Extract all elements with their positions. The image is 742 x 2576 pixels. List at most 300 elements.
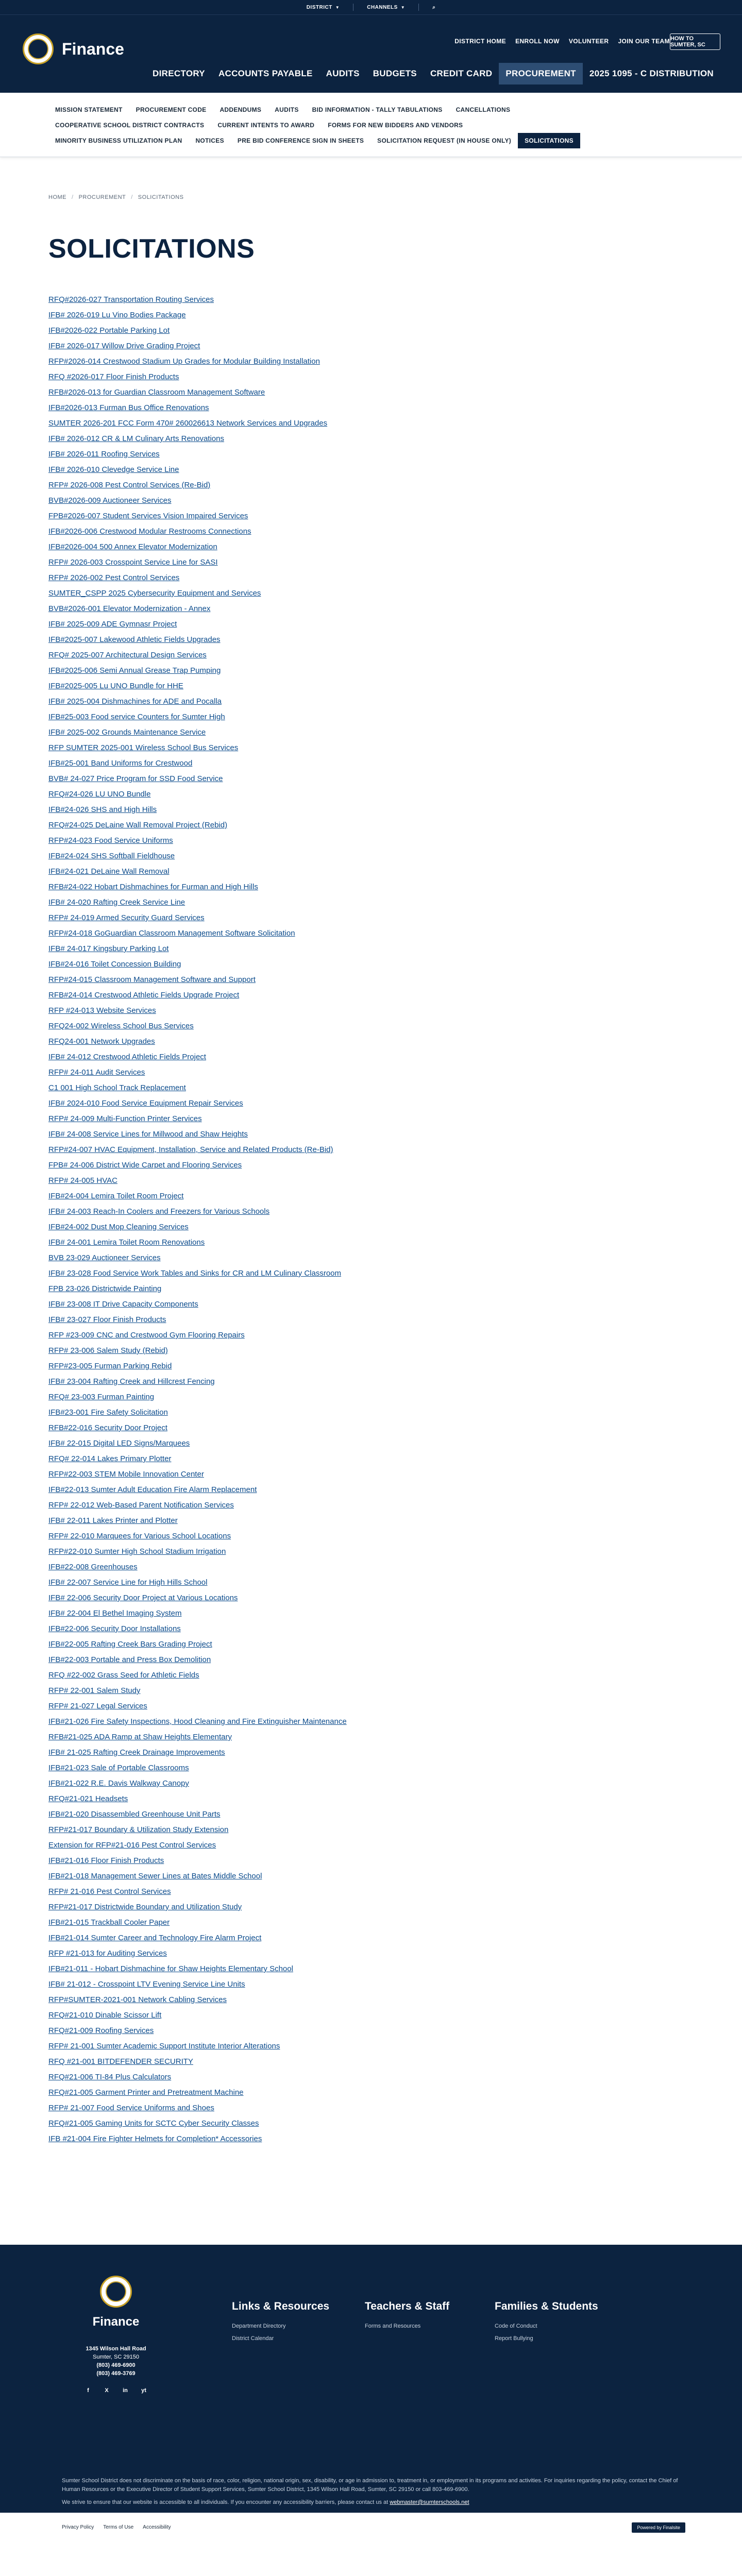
subnav-forms-new-bidders[interactable]: FORMS FOR NEW BIDDERS AND VENDORS xyxy=(328,122,463,129)
list-item xyxy=(48,1884,742,1900)
list-item xyxy=(48,617,742,632)
channels-menu[interactable]: CHANNELS ▼ xyxy=(367,4,406,10)
divider xyxy=(418,4,419,11)
list-item xyxy=(48,833,742,849)
breadcrumb-home[interactable]: HOME xyxy=(48,194,66,200)
site-logo[interactable] xyxy=(23,33,124,64)
nondiscrimination-notice: Sumter School District does not discriminate on the basis of race, color, religion, national origin, sex, disability, or age in admission to, treatment in, or employment in its programs and activities. For inquiries regarding the policy, contact the Chief of Human Resources or the Executive Director of Student Support Services, Sumter School District, 1345 Wilson Hall Road, Sumter, SC 29150 or call 803-469-6900. xyxy=(62,2478,678,2493)
list-item xyxy=(48,1003,742,1019)
list-item xyxy=(48,462,742,478)
solicitation-link[interactable]: IFB# 23-008 IT Drive Capacity Components xyxy=(48,1300,198,1309)
solicitation-link[interactable]: RFQ#21-010 Dinable Scissor Lift xyxy=(48,2011,162,2020)
list-item xyxy=(48,1946,742,1961)
solicitation-link[interactable]: FPB# 24-006 District Wide Carpet and Flooring Services xyxy=(48,1161,242,1170)
solicitation-link[interactable]: IFB#2026-013 Furman Bus Office Renovations xyxy=(48,403,209,412)
solicitation-link[interactable]: RFP#24-023 Food Service Uniforms xyxy=(48,836,173,845)
list-item xyxy=(48,694,742,709)
breadcrumb-current: SOLICITATIONS xyxy=(138,194,184,200)
subnav-audits[interactable]: AUDITS xyxy=(275,106,299,113)
site-header xyxy=(0,14,742,93)
solicitation-link[interactable]: RFQ#21-005 Gaming Units for SCTC Cyber Security Classes xyxy=(48,2119,259,2128)
solicitation-link[interactable]: C1 001 High School Track Replacement xyxy=(48,1083,186,1092)
list-item xyxy=(48,400,742,416)
accessibility-link[interactable]: Accessibility xyxy=(143,2524,171,2530)
list-item xyxy=(48,1621,742,1637)
solicitation-link[interactable]: RFP# 2026-008 Pest Control Services (Re-Bid) xyxy=(48,481,211,489)
solicitation-link[interactable]: RFP#22-003 STEM Mobile Innovation Center xyxy=(48,1470,204,1479)
solicitation-link[interactable]: RFP# 24-019 Armed Security Guard Services xyxy=(48,913,205,922)
list-item xyxy=(48,1637,742,1652)
footer-title: Finance xyxy=(92,2315,140,2329)
footer-families-students xyxy=(495,2300,618,2348)
solicitation-link[interactable]: RFQ#24-026 LU UNO Bundle xyxy=(48,790,151,799)
list-item xyxy=(48,509,742,524)
solicitation-link[interactable]: SUMTER 2026-201 FCC Form 470# 260026613 Network Services and Upgrades xyxy=(48,419,328,428)
solicitation-link[interactable]: IFB# 21-012 - Crosspoint LTV Evening Service Line Units xyxy=(48,1980,245,1989)
footer-brand xyxy=(62,2276,170,2396)
solicitation-link[interactable]: IFB# 2025-002 Grounds Maintenance Service xyxy=(48,728,206,737)
list-item xyxy=(48,756,742,771)
search-icon[interactable]: ⌕ xyxy=(432,4,436,10)
solicitation-link[interactable]: IFB# 2025-004 Dishmachines for ADE and Pocalla xyxy=(48,697,222,706)
list-item xyxy=(48,570,742,586)
subnav-cooperative-contracts[interactable]: COOPERATIVE SCHOOL DISTRICT CONTRACTS xyxy=(55,122,205,129)
solicitation-link[interactable]: IFB#23-001 Fire Safety Solicitation xyxy=(48,1408,168,1417)
solicitation-link[interactable]: IFB# 23-028 Food Service Work Tables and Sinks for CR and LM Culinary Classroom xyxy=(48,1269,342,1278)
nav-1095c-distribution[interactable]: 2025 1095 - C DISTRIBUTION xyxy=(589,69,714,78)
solicitation-link[interactable]: FPB 23-026 Districtwide Painting xyxy=(48,1284,162,1293)
list-item xyxy=(48,1869,742,1884)
solicitation-link[interactable]: IFB#21-020 Disassembled Greenhouse Unit Parts xyxy=(48,1810,221,1819)
list-item xyxy=(48,1374,742,1389)
district-home-link[interactable]: DISTRICT HOME xyxy=(454,38,507,45)
solicitation-link[interactable]: IFB# 2026-012 CR & LM Culinary Arts Renovations xyxy=(48,434,224,443)
solicitation-link[interactable]: RFP# 21-001 Sumter Academic Support Institute Interior Alterations xyxy=(48,2042,280,2050)
subnav-notices[interactable]: NOTICES xyxy=(195,137,224,144)
list-item xyxy=(48,478,742,493)
chevron-down-icon: ▼ xyxy=(335,5,340,10)
solicitation-link[interactable]: IFB#22-013 Sumter Adult Education Fire Alarm Replacement xyxy=(48,1485,257,1494)
solicitation-link[interactable]: IFB# 24-003 Reach-In Coolers and Freezers for Various Schools xyxy=(48,1207,270,1216)
district-seal-icon xyxy=(23,33,54,64)
page-title: SOLICITATIONS xyxy=(48,234,255,264)
breadcrumb xyxy=(48,194,742,200)
solicitation-link[interactable]: RFQ #21-001 BITDEFENDER SECURITY xyxy=(48,2057,193,2066)
subnav-row xyxy=(48,133,694,148)
solicitation-link[interactable]: RFP# 24-009 Multi-Function Printer Services xyxy=(48,1114,202,1123)
utility-links xyxy=(454,38,670,45)
list-item xyxy=(48,2008,742,2023)
solicitation-link[interactable]: IFB#22-003 Portable and Press Box Demolition xyxy=(48,1655,211,1664)
solicitation-link[interactable]: IFB#21-011 - Hobart Dishmachine for Shaw Heights Elementary School xyxy=(48,1964,293,1973)
list-item xyxy=(48,1745,742,1760)
list-item xyxy=(48,493,742,509)
solicitation-link[interactable]: RFP# 22-001 Salem Study xyxy=(48,1686,141,1695)
solicitation-link[interactable]: IFB# 22-004 El Bethel Imaging System xyxy=(48,1609,182,1618)
top-utility-bar xyxy=(0,0,742,14)
solicitation-link[interactable]: RFQ#21-009 Roofing Services xyxy=(48,2026,154,2035)
section-subnav xyxy=(0,93,742,157)
list-item xyxy=(48,539,742,555)
solicitation-link[interactable]: IFB#2026-022 Portable Parking Lot xyxy=(48,326,170,335)
list-item xyxy=(48,1343,742,1359)
list-item xyxy=(48,1235,742,1250)
list-item xyxy=(48,1760,742,1776)
list-item xyxy=(48,895,742,910)
solicitation-link[interactable]: IFB#2026-006 Crestwood Modular Restrooms Connections xyxy=(48,527,251,536)
list-item xyxy=(48,879,742,895)
nav-directory[interactable]: DIRECTORY xyxy=(153,69,205,78)
list-item xyxy=(48,1977,742,1992)
footer-links-resources xyxy=(232,2300,356,2348)
list-item xyxy=(48,1312,742,1328)
solicitation-link[interactable]: RFB#21-025 ADA Ramp at Shaw Heights Elementary xyxy=(48,1733,232,1741)
list-item xyxy=(48,1389,742,1405)
footer-fax: (803) 469-3769 xyxy=(96,2370,136,2377)
solicitation-link[interactable]: IFB# 2026-011 Roofing Services xyxy=(48,450,160,459)
footer-address: 1345 Wilson Hall Road Sumter, SC 29150 (803) 469-6900 (803) 469-3769 xyxy=(62,2345,170,2378)
solicitation-link[interactable]: RFP#SUMTER-2021-001 Network Cabling Services xyxy=(48,1995,227,2004)
terms-of-use-link[interactable]: Terms of Use xyxy=(103,2524,134,2530)
solicitation-link[interactable]: IFB# 22-006 Security Door Project at Various Locations xyxy=(48,1594,238,1602)
footer-phone[interactable]: (803) 469-6900 xyxy=(96,2362,136,2368)
list-item xyxy=(48,1482,742,1498)
solicitation-link[interactable]: IFB# 22-015 Digital LED Signs/Marquees xyxy=(48,1439,190,1448)
solicitation-link[interactable]: IFB#25-001 Band Uniforms for Crestwood xyxy=(48,759,193,768)
solicitation-link[interactable]: IFB# 24-001 Lemira Toilet Room Renovations xyxy=(48,1238,205,1247)
list-item xyxy=(48,354,742,369)
solicitation-link[interactable]: BVB#2026-001 Elevator Modernization - Annex xyxy=(48,604,211,613)
solicitation-link[interactable]: RFP# 21-016 Pest Control Services xyxy=(48,1887,171,1896)
solicitation-link[interactable]: BVB 23-029 Auctioneer Services xyxy=(48,1253,161,1262)
solicitation-link[interactable]: RFP# 21-027 Legal Services xyxy=(48,1702,147,1710)
list-item xyxy=(48,849,742,864)
solicitation-link[interactable]: IFB#21-022 R.E. Davis Walkway Canopy xyxy=(48,1779,189,1788)
solicitation-link[interactable]: IFB#21-026 Fire Safety Inspections, Hood Cleaning and Fire Extinguisher Maintenance xyxy=(48,1717,347,1726)
breadcrumb-separator: / xyxy=(131,194,133,200)
solicitation-link[interactable]: IFB# 2026-010 Clevedge Service Line xyxy=(48,465,179,474)
list-item xyxy=(48,1652,742,1668)
solicitation-link[interactable]: IFB# 24-017 Kingsbury Parking Lot xyxy=(48,944,169,953)
solicitation-link[interactable]: RFP #23-009 CNC and Crestwood Gym Flooring Repairs xyxy=(48,1331,245,1340)
solicitation-link[interactable]: IFB# 2024-010 Food Service Equipment Repair Services xyxy=(48,1099,243,1108)
solicitation-link[interactable]: IFB# 2026-019 Lu Vino Bodies Package xyxy=(48,311,186,319)
x-twitter-icon[interactable]: X xyxy=(105,2387,109,2394)
solicitation-link[interactable]: IFB#2025-006 Semi Annual Grease Trap Pumping xyxy=(48,666,221,675)
list-item xyxy=(48,1420,742,1436)
district-seal-icon[interactable] xyxy=(100,2276,132,2308)
solicitation-link[interactable]: RFQ# 22-014 Lakes Primary Plotter xyxy=(48,1454,172,1463)
site-title: Finance xyxy=(62,39,124,58)
solicitation-link[interactable]: RFP# 2026-003 Crosspoint Service Line for SASI xyxy=(48,558,218,567)
solicitation-link[interactable]: IFB#21-015 Trackball Cooler Paper xyxy=(48,1918,170,1927)
join-our-team-link[interactable]: JOIN OUR TEAM xyxy=(618,38,670,45)
solicitation-link[interactable]: RFP #24-013 Website Services xyxy=(48,1006,156,1015)
footer-teachers-staff xyxy=(365,2300,488,2335)
solicitations-list xyxy=(48,292,742,2147)
list-item xyxy=(48,369,742,385)
solicitation-link[interactable]: RFP SUMTER 2025-001 Wireless School Bus Services xyxy=(48,743,239,752)
solicitation-link[interactable]: RFP#24-018 GoGuardian Classroom Management Software Solicitation xyxy=(48,929,295,938)
list-item xyxy=(48,1776,742,1791)
solicitation-link[interactable]: IFB#21-016 Floor Finish Products xyxy=(48,1856,164,1865)
list-item xyxy=(48,1080,742,1096)
solicitation-link[interactable]: BVB# 24-027 Price Program for SSD Food Service xyxy=(48,774,223,783)
list-item xyxy=(48,524,742,539)
footer-col-heading: Families & Students xyxy=(495,2300,598,2312)
list-item xyxy=(48,1111,742,1127)
solicitation-link[interactable]: RFB#2026-013 for Guardian Classroom Management Software xyxy=(48,388,265,397)
solicitation-link[interactable]: IFB#22-006 Security Door Installations xyxy=(48,1624,181,1633)
solicitation-link[interactable]: RFP# 22-012 Web-Based Parent Notification Services xyxy=(48,1501,234,1510)
footer-link-code-of-conduct[interactable]: Code of Conduct xyxy=(495,2323,537,2329)
nav-credit-card[interactable]: CREDIT CARD xyxy=(430,69,493,78)
list-item xyxy=(48,1096,742,1111)
subnav-intents-to-award[interactable]: CURRENT INTENTS TO AWARD xyxy=(217,122,315,129)
solicitation-link[interactable]: RFQ#24-025 DeLaine Wall Removal Project (Rebid) xyxy=(48,821,228,829)
footer-link-forms-resources[interactable]: Forms and Resources xyxy=(365,2323,421,2329)
nav-accounts-payable[interactable]: ACCOUNTS PAYABLE xyxy=(218,69,313,78)
list-item xyxy=(48,725,742,740)
solicitation-link[interactable]: FPB#2026-007 Student Services Vision Impaired Services xyxy=(48,512,248,520)
list-item xyxy=(48,1219,742,1235)
solicitation-link[interactable]: RFP# 21-007 Food Service Uniforms and Shoes xyxy=(48,2104,214,2112)
list-item xyxy=(48,2039,742,2054)
subnav-cancellations[interactable]: CANCELLATIONS xyxy=(456,106,511,113)
list-item xyxy=(48,679,742,694)
list-item xyxy=(48,1034,742,1049)
solicitation-link[interactable]: RFQ #2026-017 Floor Finish Products xyxy=(48,372,179,381)
solicitation-link[interactable]: IFB# 24-008 Service Lines for Millwood and Shaw Heights xyxy=(48,1130,248,1139)
solicitation-link[interactable]: RFQ#21-021 Headsets xyxy=(48,1794,128,1803)
solicitation-link[interactable]: RFB#24-022 Hobart Dishmachines for Furman and High Hills xyxy=(48,883,258,891)
list-item xyxy=(48,431,742,447)
list-item xyxy=(48,447,742,462)
main-nav xyxy=(146,63,720,84)
solicitation-link[interactable]: IFB#25-003 Food service Counters for Sumter High xyxy=(48,713,225,721)
solicitation-link[interactable]: SUMTER_CSPP 2025 Cybersecurity Equipment and Services xyxy=(48,589,261,598)
webmaster-email-link[interactable]: webmaster@sumterschools.net xyxy=(390,2499,469,2505)
list-item xyxy=(48,663,742,679)
list-item xyxy=(48,1204,742,1219)
list-item xyxy=(48,555,742,570)
list-item xyxy=(48,910,742,926)
list-item xyxy=(48,1065,742,1080)
list-item xyxy=(48,1791,742,1807)
list-item xyxy=(48,1281,742,1297)
linkedin-icon[interactable]: in xyxy=(123,2387,128,2394)
list-item xyxy=(48,1853,742,1869)
solicitation-link[interactable]: IFB# 23-004 Rafting Creek and Hillcrest Fencing xyxy=(48,1377,215,1386)
list-item xyxy=(48,1822,742,1838)
solicitation-link[interactable]: RFP#23-005 Furman Parking Rebid xyxy=(48,1362,172,1370)
solicitation-link[interactable]: RFP #21-013 for Auditing Services xyxy=(48,1949,167,1958)
nav-audits[interactable]: AUDITS xyxy=(326,69,360,78)
list-item xyxy=(48,2070,742,2085)
solicitation-link[interactable]: RFQ #22-002 Grass Seed for Athletic Fields xyxy=(48,1671,199,1680)
list-item xyxy=(48,1019,742,1034)
solicitation-link[interactable]: RFQ#2026-027 Transportation Routing Services xyxy=(48,295,214,304)
list-item xyxy=(48,2054,742,2070)
list-item xyxy=(48,1992,742,2008)
accessibility-notice: We strive to ensure that our website is accessible to all individuals. If you encounter any accessibility barriers, please contact us at webmaster@sumterschools.net xyxy=(62,2499,469,2505)
subnav-pre-bid-sign-in[interactable]: PRE BID CONFERENCE SIGN IN SHEETS xyxy=(237,137,364,144)
list-item xyxy=(48,2131,742,2147)
subnav-mission-statement[interactable]: MISSION STATEMENT xyxy=(55,106,123,113)
powered-by-badge[interactable]: Powered by Finalsite xyxy=(632,2522,685,2533)
list-item xyxy=(48,1544,742,1560)
list-item xyxy=(48,1266,742,1281)
solicitation-link[interactable]: RFP#2026-014 Crestwood Stadium Up Grades for Modular Building Installation xyxy=(48,357,320,366)
solicitation-link[interactable]: RFQ# 23-003 Furman Painting xyxy=(48,1393,155,1401)
solicitation-link[interactable]: RFP# 22-010 Marquees for Various School Locations xyxy=(48,1532,231,1540)
breadcrumb-separator: / xyxy=(72,194,74,200)
solicitation-link[interactable]: RFQ24-002 Wireless School Bus Services xyxy=(48,1022,194,1030)
solicitation-link[interactable]: IFB#24-026 SHS and High Hills xyxy=(48,805,157,814)
solicitation-link[interactable]: RFP#21-017 Districtwide Boundary and Utilization Study xyxy=(48,1903,242,1911)
list-item xyxy=(48,1513,742,1529)
solicitation-link[interactable]: IFB# 2025-009 ADE Gymnasr Project xyxy=(48,620,177,629)
solicitation-link[interactable]: RFP#22-010 Sumter High School Stadium Irrigation xyxy=(48,1547,226,1556)
solicitation-link[interactable]: RFQ#21-005 Garment Printer and Pretreatment Machine xyxy=(48,2088,244,2097)
nav-procurement[interactable]: PROCUREMENT xyxy=(499,63,582,84)
list-item xyxy=(48,864,742,879)
solicitation-link[interactable]: IFB#22-008 Greenhouses xyxy=(48,1563,138,1571)
subnav-minority-business-plan[interactable]: MINORITY BUSINESS UTILIZATION PLAN xyxy=(55,137,182,144)
subnav-row xyxy=(48,102,694,117)
list-item xyxy=(48,941,742,957)
solicitation-link[interactable]: IFB# 21-025 Rafting Creek Drainage Improvements xyxy=(48,1748,225,1757)
solicitation-link[interactable]: RFQ# 2025-007 Architectural Design Services xyxy=(48,651,207,659)
list-item xyxy=(48,1359,742,1374)
solicitation-link[interactable]: RFP# 23-006 Salem Study (Rebid) xyxy=(48,1346,168,1355)
list-item xyxy=(48,1961,742,1977)
subnav-solicitation-request[interactable]: SOLICITATION REQUEST (IN HOUSE ONLY) xyxy=(377,137,512,144)
youtube-icon[interactable]: yt xyxy=(141,2387,146,2394)
facebook-icon[interactable]: f xyxy=(87,2387,89,2394)
solicitation-link[interactable]: RFB#24-014 Crestwood Athletic Fields Upgrade Project xyxy=(48,991,240,999)
list-item xyxy=(48,1838,742,1853)
volunteer-link[interactable]: VOLUNTEER xyxy=(568,38,609,45)
solicitation-link[interactable]: RFQ#21-006 TI-84 Plus Calculators xyxy=(48,2073,172,2081)
privacy-policy-link[interactable]: Privacy Policy xyxy=(62,2524,94,2530)
solicitation-link[interactable]: IFB#22-005 Rafting Creek Bars Grading Project xyxy=(48,1640,212,1649)
solicitation-link[interactable]: IFB#24-021 DeLaine Wall Removal xyxy=(48,867,170,876)
solicitation-link[interactable]: RFQ24-001 Network Upgrades xyxy=(48,1037,155,1046)
list-item xyxy=(48,1250,742,1266)
subnav-addendums[interactable]: ADDENDUMS xyxy=(220,106,262,113)
enroll-now-link[interactable]: ENROLL NOW xyxy=(515,38,560,45)
footer-link-district-calendar[interactable]: District Calendar xyxy=(232,2335,274,2342)
list-item xyxy=(48,988,742,1003)
list-item xyxy=(48,1529,742,1544)
list-item xyxy=(48,1730,742,1745)
subnav-bid-information[interactable]: BID INFORMATION - TALLY TABULATIONS xyxy=(312,106,443,113)
solicitation-link[interactable]: IFB# 24-012 Crestwood Athletic Fields Project xyxy=(48,1053,206,1061)
solicitation-link[interactable]: RFP# 24-011 Audit Services xyxy=(48,1068,145,1077)
solicitation-link[interactable]: BVB#2026-009 Auctioneer Services xyxy=(48,496,172,505)
list-item xyxy=(48,1560,742,1575)
list-item xyxy=(48,972,742,988)
list-item xyxy=(48,1049,742,1065)
list-item xyxy=(48,1590,742,1606)
chevron-down-icon: ▼ xyxy=(400,5,406,10)
list-item xyxy=(48,926,742,941)
list-item xyxy=(48,385,742,400)
solicitation-link[interactable]: IFB# 2026-017 Willow Drive Grading Project xyxy=(48,342,200,350)
list-item xyxy=(48,292,742,308)
list-item xyxy=(48,1807,742,1822)
solicitation-link[interactable]: IFB#21-023 Sale of Portable Classrooms xyxy=(48,1764,189,1772)
list-item xyxy=(48,957,742,972)
solicitation-link[interactable]: IFB# 22-011 Lakes Printer and Plotter xyxy=(48,1516,178,1525)
list-item xyxy=(48,338,742,354)
solicitation-link[interactable]: RFP# 2026-002 Pest Control Services xyxy=(48,573,180,582)
list-item xyxy=(48,740,742,756)
breadcrumb-procurement[interactable]: PROCUREMENT xyxy=(78,194,126,200)
solicitation-link[interactable]: RFP# 24-005 HVAC xyxy=(48,1176,117,1185)
list-item xyxy=(48,1699,742,1714)
solicitation-link[interactable]: RFP#24-015 Classroom Management Software and Support xyxy=(48,975,256,984)
footer-link-report-bullying[interactable]: Report Bullying xyxy=(495,2335,533,2342)
list-item xyxy=(48,632,742,648)
solicitation-link[interactable]: IFB #21-004 Fire Fighter Helmets for Completion* Accessories xyxy=(48,2134,262,2143)
list-item xyxy=(48,1606,742,1621)
list-item xyxy=(48,1498,742,1513)
solicitation-link[interactable]: IFB#24-024 SHS Softball Fieldhouse xyxy=(48,852,175,860)
subnav-procurement-code[interactable]: PROCUREMENT CODE xyxy=(136,106,207,113)
solicitation-link[interactable]: IFB#21-018 Management Sewer Lines at Bates Middle School xyxy=(48,1872,262,1880)
solicitation-link[interactable]: IFB#2025-005 Lu UNO Bundle for HHE xyxy=(48,682,183,690)
list-item xyxy=(48,1328,742,1343)
site-footer xyxy=(0,2245,742,2513)
list-item xyxy=(48,323,742,338)
solicitation-link[interactable]: IFB# 24-020 Rafting Creek Service Line xyxy=(48,898,185,907)
list-item xyxy=(48,308,742,323)
solicitation-link[interactable]: IFB#24-002 Dust Mop Cleaning Services xyxy=(48,1223,189,1231)
district-menu[interactable]: DISTRICT ▼ xyxy=(306,4,340,10)
list-item xyxy=(48,601,742,617)
list-item xyxy=(48,1297,742,1312)
list-item xyxy=(48,787,742,802)
footer-link-department-directory[interactable]: Department Directory xyxy=(232,2323,286,2329)
solicitation-link[interactable]: RFB#22-016 Security Door Project xyxy=(48,1423,167,1432)
subnav-solicitations[interactable]: SOLICITATIONS xyxy=(518,133,580,148)
solicitation-link[interactable]: RFP#21-017 Boundary & Utilization Study Extension xyxy=(48,1825,229,1834)
solicitation-link[interactable]: IFB#2025-007 Lakewood Athletic Fields Upgrades xyxy=(48,635,221,644)
list-item xyxy=(48,2116,742,2131)
list-item xyxy=(48,802,742,818)
list-item xyxy=(48,1683,742,1699)
solicitation-link[interactable]: IFB# 23-027 Floor Finish Products xyxy=(48,1315,166,1324)
solicitation-link[interactable]: RFP#24-007 HVAC Equipment, Installation, Service and Related Products (Re-Bid) xyxy=(48,1145,333,1154)
list-item xyxy=(48,1467,742,1482)
solicitation-link[interactable]: IFB# 22-007 Service Line for High Hills School xyxy=(48,1578,208,1587)
list-item xyxy=(48,771,742,787)
list-item xyxy=(48,2100,742,2116)
solicitation-link[interactable]: IFB#21-014 Sumter Career and Technology Fire Alarm Project xyxy=(48,1934,262,1942)
solicitation-link[interactable]: IFB#2026-004 500 Annex Elevator Modernization xyxy=(48,543,217,551)
solicitation-link[interactable]: Extension for RFP#21-016 Pest Control Services xyxy=(48,1841,216,1850)
list-item xyxy=(48,2023,742,2039)
translate-button[interactable]: HOW TO SUMTER, SC xyxy=(670,33,720,50)
solicitation-link[interactable]: IFB#24-004 Lemira Toilet Room Project xyxy=(48,1192,184,1200)
bottom-bar xyxy=(0,2513,742,2541)
list-item xyxy=(48,1575,742,1590)
nav-budgets[interactable]: BUDGETS xyxy=(373,69,417,78)
solicitation-link[interactable]: IFB#24-016 Toilet Concession Building xyxy=(48,960,181,969)
list-item xyxy=(48,586,742,601)
